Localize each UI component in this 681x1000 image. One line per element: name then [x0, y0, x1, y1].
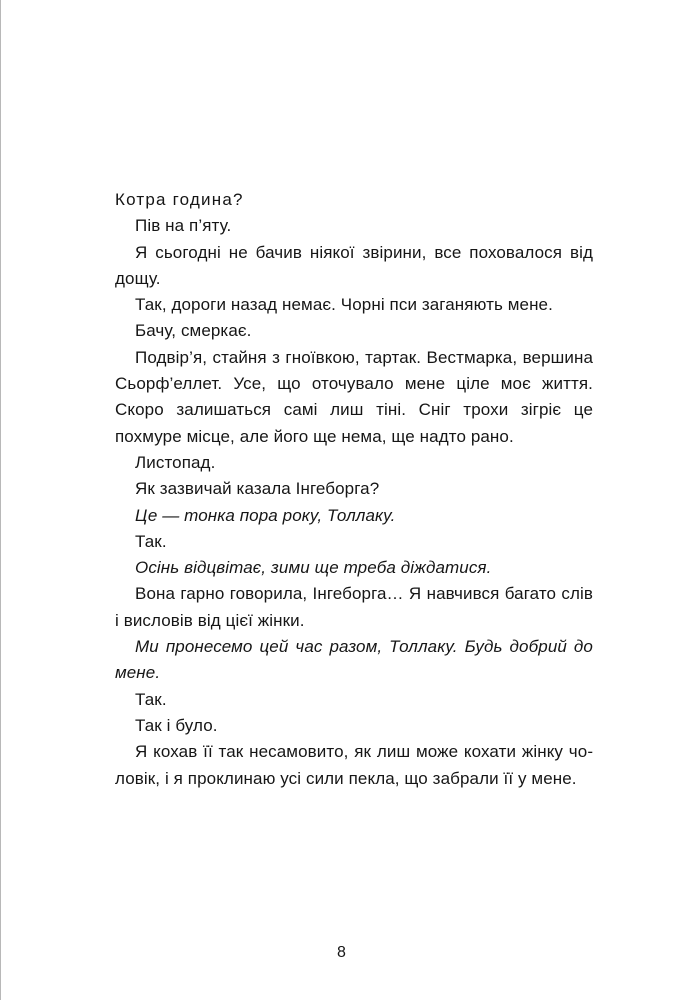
- paragraph-13: Ми пронесемо цей час разом, Толлаку. Будь добрий до мене.: [115, 637, 593, 683]
- paragraph-8: Як зазвичай казала Інгеборга?: [135, 479, 380, 499]
- paragraph-1: Котра година?: [115, 190, 244, 209]
- paragraph-12: Вона гарно говорила, Інгеборга… Я навчився багато слів і висловів від цієї жінки.: [115, 584, 593, 630]
- paragraph-10: Так.: [135, 531, 167, 551]
- paragraph-9: Це — тонка пора року, Толлаку.: [135, 505, 396, 525]
- body-text: [115, 187, 593, 792]
- paragraph-5: Бачу, смеркає.: [135, 321, 252, 341]
- paragraph-7: Листопад.: [135, 452, 216, 472]
- page-number: 8: [337, 944, 346, 961]
- paragraph-3: Я сьогодні не бачив ніякої звірини, все поховалося від дощу.: [115, 242, 593, 288]
- paragraph-4: Так, дороги назад немає. Чорні пси заганяють мене.: [135, 295, 553, 315]
- paragraph-14: Так.: [135, 689, 167, 709]
- paragraph-15: Так і було.: [135, 715, 218, 735]
- paragraph-2: Пів на п’яту.: [135, 216, 232, 236]
- paragraph-11: Осінь відцвітає, зими ще треба діждатися.: [135, 558, 492, 578]
- paragraph-16: Я кохав її так несамовито, як лиш може кохати жінку чоловік, і я проклинаю усі сили пекла, що забрали її у мене.: [115, 742, 593, 788]
- paragraph-6: Подвір’я, стайня з гноївкою, тартак. Вестмарка, вершина Сьорф’еллет. Усе, що оточувало мене ціле моє життя. Скоро залишаться самі лиш тіні. Сніг трохи зігріє це похмуре місце, але його ще нема, ще надто рано.: [115, 347, 593, 446]
